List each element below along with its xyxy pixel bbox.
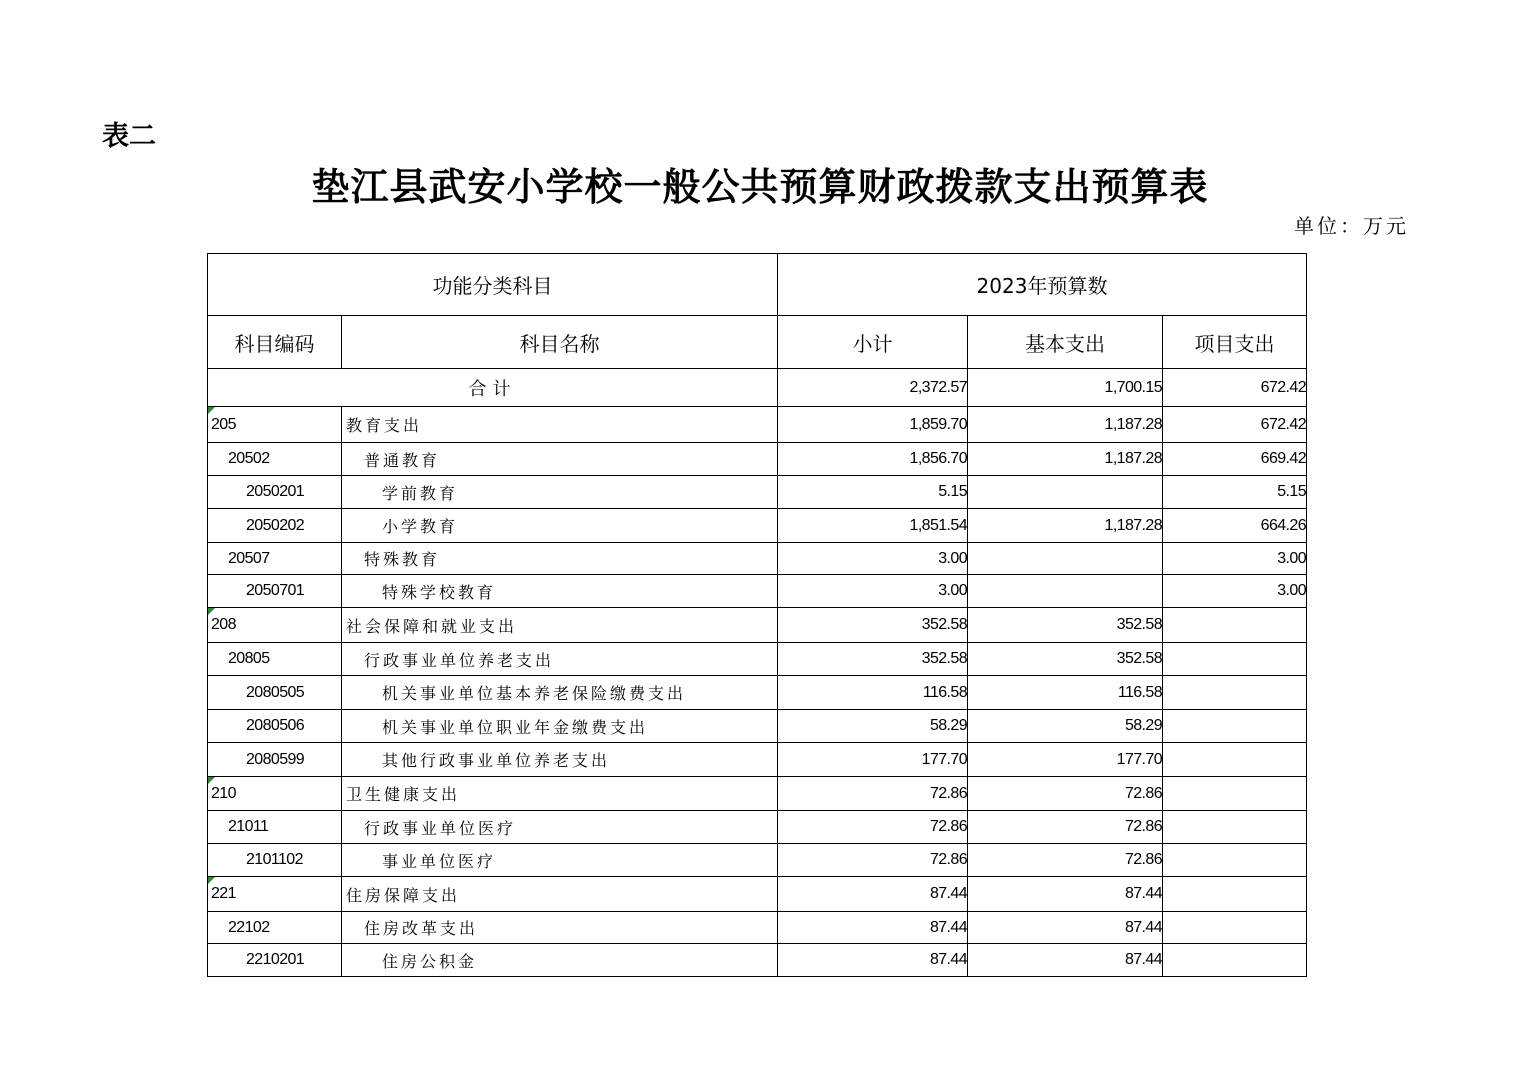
row-basic: 72.86 <box>968 777 1163 811</box>
row-project <box>1163 844 1307 877</box>
row-basic: 1,187.28 <box>968 407 1163 443</box>
table-row <box>208 443 1307 476</box>
row-code-text: 2080599 <box>246 750 305 768</box>
row-subtotal: 352.58 <box>778 643 968 676</box>
row-code-text: 221 <box>211 885 236 902</box>
row-project <box>1163 877 1307 912</box>
table-row <box>208 743 1307 777</box>
row-project <box>1163 944 1307 977</box>
row-subtotal: 58.29 <box>778 710 968 743</box>
code-column-header: 科目编码 <box>208 316 342 369</box>
table-row <box>208 844 1307 877</box>
project-column-header: 项目支出 <box>1163 316 1307 369</box>
row-subtotal: 87.44 <box>778 944 968 977</box>
row-subtotal: 177.70 <box>778 743 968 777</box>
row-code <box>208 877 342 912</box>
row-name: 其他行政事业单位养老支出 <box>342 743 778 777</box>
cell-comment-marker <box>208 777 215 784</box>
row-code <box>208 443 342 476</box>
table-row <box>208 608 1307 643</box>
column-header-row <box>208 316 1307 369</box>
row-code <box>208 543 342 575</box>
row-code <box>208 944 342 977</box>
row-code <box>208 676 342 710</box>
row-code <box>208 912 342 944</box>
row-subtotal: 5.15 <box>778 476 968 509</box>
row-code <box>208 476 342 509</box>
total-subtotal: 2,372.57 <box>778 369 968 407</box>
row-basic: 1,187.28 <box>968 443 1163 476</box>
row-basic <box>968 575 1163 608</box>
row-subtotal: 87.44 <box>778 877 968 912</box>
row-name: 社会保障和就业支出 <box>342 608 778 643</box>
row-name: 机关事业单位职业年金缴费支出 <box>342 710 778 743</box>
table-row <box>208 575 1307 608</box>
row-basic: 87.44 <box>968 912 1163 944</box>
row-subtotal: 3.00 <box>778 543 968 575</box>
table-row <box>208 777 1307 811</box>
page-title: 垫江县武安小学校一般公共预算财政拨款支出预算表 <box>311 164 1209 209</box>
row-name: 小学教育 <box>342 509 778 543</box>
row-basic: 116.58 <box>968 676 1163 710</box>
row-code-text: 2050701 <box>246 582 305 599</box>
row-code-text: 2050202 <box>246 516 305 534</box>
row-subtotal: 72.86 <box>778 777 968 811</box>
table-row <box>208 476 1307 509</box>
row-basic <box>968 543 1163 575</box>
row-project <box>1163 912 1307 944</box>
row-name: 事业单位医疗 <box>342 844 778 877</box>
row-name: 教育支出 <box>342 407 778 443</box>
total-label: 合计 <box>208 369 778 407</box>
row-code-text: 208 <box>211 616 236 633</box>
table-row <box>208 811 1307 844</box>
row-subtotal: 87.44 <box>778 912 968 944</box>
row-code-text: 210 <box>211 784 236 802</box>
budget-group-header: 2023年预算数 <box>778 254 1307 316</box>
row-code <box>208 509 342 543</box>
row-code-text: 20502 <box>228 450 270 467</box>
row-name: 特殊教育 <box>342 543 778 575</box>
row-subtotal: 352.58 <box>778 608 968 643</box>
row-code <box>208 608 342 643</box>
budget-table <box>207 253 1307 977</box>
row-name: 行政事业单位养老支出 <box>342 643 778 676</box>
row-subtotal: 1,856.70 <box>778 443 968 476</box>
row-code-text: 20507 <box>228 549 270 567</box>
table-row <box>208 676 1307 710</box>
row-code-text: 2101102 <box>246 851 303 868</box>
row-code-text: 2210201 <box>246 951 305 968</box>
row-code-text: 20805 <box>228 650 270 667</box>
row-subtotal: 1,859.70 <box>778 407 968 443</box>
table-row <box>208 877 1307 912</box>
row-code <box>208 811 342 844</box>
name-column-header: 科目名称 <box>342 316 778 369</box>
row-basic: 72.86 <box>968 844 1163 877</box>
row-code-text: 205 <box>211 415 236 433</box>
row-basic: 1,187.28 <box>968 509 1163 543</box>
subtotal-column-header: 小计 <box>778 316 968 369</box>
row-name: 特殊学校教育 <box>342 575 778 608</box>
row-code <box>208 844 342 877</box>
total-project: 672.42 <box>1163 369 1307 407</box>
cell-comment-marker <box>208 407 215 414</box>
row-basic: 352.58 <box>968 643 1163 676</box>
row-subtotal: 72.86 <box>778 844 968 877</box>
row-code-text: 2080505 <box>246 683 305 701</box>
row-code-text: 2050201 <box>246 483 305 500</box>
function-group-header: 功能分类科目 <box>208 254 778 316</box>
table-row <box>208 944 1307 977</box>
row-project: 672.42 <box>1163 407 1307 443</box>
row-project: 5.15 <box>1163 476 1307 509</box>
row-subtotal: 3.00 <box>778 575 968 608</box>
row-project: 664.26 <box>1163 509 1307 543</box>
row-project <box>1163 811 1307 844</box>
group-header-row <box>208 254 1307 316</box>
cell-comment-marker <box>208 608 215 615</box>
unit-label: 单位：万元 <box>1294 214 1409 238</box>
row-code-text: 21011 <box>228 818 269 835</box>
row-code-text: 22102 <box>228 918 270 936</box>
row-project <box>1163 777 1307 811</box>
table-row <box>208 912 1307 944</box>
total-basic: 1,700.15 <box>968 369 1163 407</box>
row-subtotal: 1,851.54 <box>778 509 968 543</box>
row-code <box>208 407 342 443</box>
row-project: 3.00 <box>1163 543 1307 575</box>
row-project <box>1163 676 1307 710</box>
table-row <box>208 407 1307 443</box>
row-basic <box>968 476 1163 509</box>
row-basic: 352.58 <box>968 608 1163 643</box>
row-basic: 72.86 <box>968 811 1163 844</box>
row-basic: 87.44 <box>968 944 1163 977</box>
row-project: 3.00 <box>1163 575 1307 608</box>
row-code-text: 2080506 <box>246 717 305 734</box>
row-code <box>208 777 342 811</box>
row-code <box>208 710 342 743</box>
row-subtotal: 116.58 <box>778 676 968 710</box>
cell-comment-marker <box>208 877 215 884</box>
row-name: 住房改革支出 <box>342 912 778 944</box>
row-project <box>1163 743 1307 777</box>
row-name: 住房公积金 <box>342 944 778 977</box>
row-name: 机关事业单位基本养老保险缴费支出 <box>342 676 778 710</box>
basic-column-header: 基本支出 <box>968 316 1163 369</box>
row-project: 669.42 <box>1163 443 1307 476</box>
row-name: 卫生健康支出 <box>342 777 778 811</box>
row-project <box>1163 643 1307 676</box>
row-name: 普通教育 <box>342 443 778 476</box>
row-basic: 177.70 <box>968 743 1163 777</box>
row-subtotal: 72.86 <box>778 811 968 844</box>
row-name: 行政事业单位医疗 <box>342 811 778 844</box>
row-name: 住房保障支出 <box>342 877 778 912</box>
row-code <box>208 743 342 777</box>
table-row <box>208 710 1307 743</box>
row-project <box>1163 710 1307 743</box>
row-name: 学前教育 <box>342 476 778 509</box>
table-row <box>208 543 1307 575</box>
row-basic: 58.29 <box>968 710 1163 743</box>
table-row <box>208 643 1307 676</box>
total-row <box>208 369 1307 407</box>
table-row <box>208 509 1307 543</box>
row-project <box>1163 608 1307 643</box>
row-basic: 87.44 <box>968 877 1163 912</box>
row-code <box>208 575 342 608</box>
row-code <box>208 643 342 676</box>
table-label: 表二 <box>102 121 156 152</box>
